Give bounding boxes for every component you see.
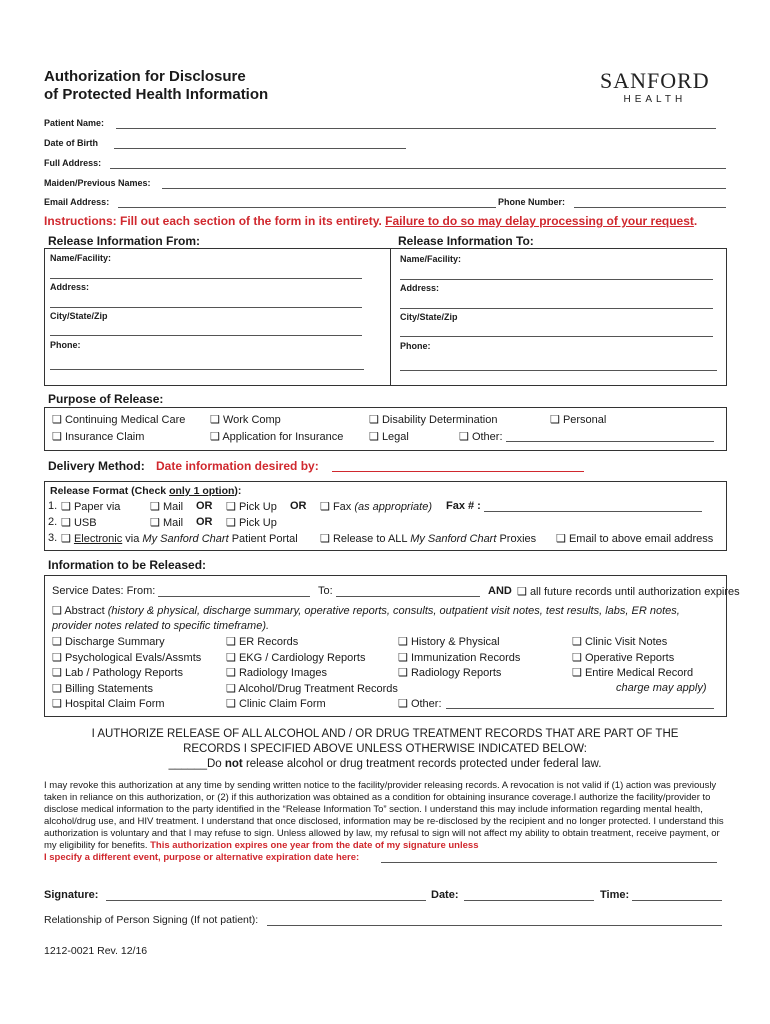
logo-main-text: SANFORD xyxy=(600,68,710,93)
dob-label: Date of Birth xyxy=(44,138,98,148)
email-field[interactable] xyxy=(118,207,496,208)
phone-number-field[interactable] xyxy=(574,207,726,208)
checkbox-icon: ❑ xyxy=(52,652,62,664)
checkbox-icon: ❑ xyxy=(320,501,330,513)
and-label: AND xyxy=(488,585,512,597)
format-usb-mail-checkbox[interactable]: ❑ Mail xyxy=(150,517,184,529)
relationship-label: Relationship of Person Signing (If not patient): xyxy=(44,914,259,926)
format-row-2-number: 2. xyxy=(48,516,58,528)
time-label: Time: xyxy=(600,889,630,901)
checkbox-icon: ❑ xyxy=(572,667,582,679)
instructions-period: . xyxy=(693,214,698,228)
history-physical-checkbox[interactable]: ❑ History & Physical xyxy=(398,636,500,648)
maiden-names-label: Maiden/Previous Names: xyxy=(44,178,151,188)
format-usb-checkbox[interactable]: ❑ USB xyxy=(61,517,97,529)
checkbox-icon: ❑ xyxy=(517,586,527,598)
sanford-health-logo xyxy=(600,70,710,105)
email-label: Email Address: xyxy=(44,197,110,207)
to-phone-label: Phone: xyxy=(400,341,431,351)
checkbox-icon: ❑ xyxy=(226,652,236,664)
to-name-facility-field[interactable] xyxy=(400,279,713,280)
or-label: OR xyxy=(290,500,307,512)
from-city-state-zip-label: City/State/Zip xyxy=(50,311,108,321)
checkbox-icon: ❑ xyxy=(398,667,408,679)
do-not-release-option[interactable]: ______Do not release alcohol or drug treatment records protected under federal law. xyxy=(168,758,602,770)
authorize-statement xyxy=(40,727,730,772)
checkbox-icon: ❑ xyxy=(226,698,236,710)
format-fax-checkbox[interactable]: ❑ Fax (as appropriate) xyxy=(320,501,432,513)
format-paper-checkbox[interactable]: ❑ Paper via xyxy=(61,501,121,513)
date-label: Date: xyxy=(431,889,459,901)
release-to-all-proxies-checkbox[interactable]: ❑ Release to ALL My Sanford Chart Proxies xyxy=(320,533,537,545)
checkbox-icon: ❑ xyxy=(61,517,71,529)
full-address-field[interactable] xyxy=(110,168,726,169)
checkbox-icon: ❑ xyxy=(556,533,566,545)
title-line-1: Authorization for Disclosure xyxy=(44,68,246,85)
checkbox-icon: ❑ xyxy=(226,636,236,648)
service-from-label: Service Dates: From: xyxy=(52,585,156,597)
checkbox-icon: ❑ xyxy=(52,414,62,426)
charge-note: charge may apply) xyxy=(616,682,707,694)
radiology-reports-checkbox[interactable]: ❑ Radiology Reports xyxy=(398,667,502,679)
logo-sub-text: HEALTH xyxy=(623,94,687,105)
or-label: OR xyxy=(196,500,213,512)
fax-number-label: Fax # : xyxy=(446,500,481,512)
instructions-warning: Failure to do so may delay processing of your request xyxy=(385,214,694,228)
checkbox-icon: ❑ xyxy=(52,636,62,648)
from-phone-field[interactable] xyxy=(50,369,364,370)
radiology-images-checkbox[interactable]: ❑ Radiology Images xyxy=(226,667,327,679)
expiration-notice: This authorization expires one year from the date of my signature unless xyxy=(150,840,479,851)
format-electronic-checkbox[interactable]: ❑ Electronic via My Sanford Chart Patient Portal xyxy=(61,533,298,545)
release-from-heading: Release Information From: xyxy=(48,234,201,248)
er-records-checkbox[interactable]: ❑ ER Records xyxy=(226,636,299,648)
revocation-paragraph: I may revoke this authorization at any time by sending written notice to the facility/provider releasing records. A revocation is not valid if (1) action was previously taken in reliance on this authorization, or (2) if this authorization was obtained as a condition for obtaining insurance coverage.I authorize the facility/provider to disclose medical information to the party identified in the “Release Information To” section. I understand this may include information regarding mental health, alcohol/drug use, and HIV treatment. I understand that once disclosed, information may be re-disclosed by the recipient and no longer protected. I understand this authorization is voluntary and that I may refuse to sign. Unless allowed by law, my refusal to sign will not affect my ability to obtain treatment, receive payment, or my eligibility for benefits. This authorization expires one year from the date of my signature unless xyxy=(44,780,724,851)
release-info-box xyxy=(44,248,727,386)
purpose-heading: Purpose of Release: xyxy=(48,392,164,406)
format-usb-pickup-checkbox[interactable]: ❑ Pick Up xyxy=(226,517,277,529)
format-row-3-number: 3. xyxy=(48,532,58,544)
checkbox-icon: ❑ xyxy=(459,431,469,443)
discharge-summary-checkbox[interactable]: ❑ Discharge Summary xyxy=(52,636,165,648)
purpose-continuing-care-checkbox[interactable]: ❑ Continuing Medical Care xyxy=(52,414,186,426)
format-row-1-number: 1. xyxy=(48,500,58,512)
signature-field[interactable] xyxy=(106,900,426,901)
abstract-note-line-2: provider notes related to specific timeframe). xyxy=(52,620,270,632)
checkbox-icon: ❑ xyxy=(52,431,62,443)
to-name-facility-label: Name/Facility: xyxy=(400,254,462,264)
purpose-personal-checkbox[interactable]: ❑ Personal xyxy=(550,414,607,426)
checkbox-icon: ❑ xyxy=(369,414,379,426)
signature-label: Signature: xyxy=(44,889,99,901)
checkbox-icon: ❑ xyxy=(150,517,160,529)
service-to-field[interactable] xyxy=(336,596,480,597)
ekg-cardiology-checkbox[interactable]: ❑ EKG / Cardiology Reports xyxy=(226,652,366,664)
checkbox-icon: ❑ xyxy=(52,605,62,617)
format-paper-mail-checkbox[interactable]: ❑ Mail xyxy=(150,501,184,513)
checkbox-icon: ❑ xyxy=(52,698,62,710)
checkbox-icon: ❑ xyxy=(320,533,330,545)
checkbox-icon: ❑ xyxy=(61,501,71,513)
full-address-label: Full Address: xyxy=(44,158,102,168)
delivery-method-label: Delivery Method: xyxy=(48,459,145,473)
date-desired-label: Date information desired by: xyxy=(156,459,319,473)
checkbox-icon: ❑ xyxy=(550,414,560,426)
entire-medical-record-checkbox[interactable]: ❑ Entire Medical Record xyxy=(572,667,694,679)
instructions-part1: Instructions: Fill out each section of the form in its entirety. xyxy=(44,214,386,228)
checkbox-icon: ❑ xyxy=(398,698,408,710)
to-city-state-zip-field[interactable] xyxy=(400,336,713,337)
to-phone-field[interactable] xyxy=(400,370,717,371)
from-phone-label: Phone: xyxy=(50,340,81,350)
checkbox-icon: ❑ xyxy=(369,431,379,443)
checkbox-icon: ❑ xyxy=(226,667,236,679)
purpose-legal-checkbox[interactable]: ❑ Legal xyxy=(369,431,409,443)
checkbox-icon: ❑ xyxy=(52,683,62,695)
operative-reports-checkbox[interactable]: ❑ Operative Reports xyxy=(572,652,675,664)
checkbox-icon: ❑ xyxy=(226,501,236,513)
info-other-checkbox[interactable]: ❑ Other: xyxy=(398,698,442,710)
checkbox-icon: ❑ xyxy=(398,652,408,664)
checkbox-icon: ❑ xyxy=(226,517,236,529)
purpose-other-field[interactable] xyxy=(506,441,714,442)
billing-statements-checkbox[interactable]: ❑ Billing Statements xyxy=(52,683,153,695)
release-format-heading: Release Format (Check only 1 option): xyxy=(50,485,242,497)
authorize-line-2: RECORDS I SPECIFIED ABOVE UNLESS OTHERWISE INDICATED BELOW: xyxy=(183,743,587,755)
checkbox-icon: ❑ xyxy=(226,683,236,695)
psych-evals-checkbox[interactable]: ❑ Psychological Evals/Assmts xyxy=(52,652,202,664)
fax-number-field[interactable] xyxy=(484,511,702,512)
alternative-expiration-field[interactable] xyxy=(381,862,717,863)
clinic-claim-form-checkbox[interactable]: ❑ Clinic Claim Form xyxy=(226,698,326,710)
form-title xyxy=(44,68,268,104)
release-box-divider xyxy=(390,249,391,385)
time-field[interactable] xyxy=(632,900,722,901)
abstract-checkbox[interactable]: ❑ Abstract (history & physical, discharge summary, operative reports, consults, outpatient visit notes, test results, labs, ER notes, xyxy=(52,605,680,617)
lab-pathology-checkbox[interactable]: ❑ Lab / Pathology Reports xyxy=(52,667,183,679)
dob-field[interactable] xyxy=(114,148,406,149)
checkbox-icon: ❑ xyxy=(61,533,71,545)
checkbox-icon: ❑ xyxy=(398,636,408,648)
alcohol-drug-records-checkbox[interactable]: ❑ Alcohol/Drug Treatment Records xyxy=(226,683,398,695)
maiden-names-field[interactable] xyxy=(162,188,726,189)
from-city-state-zip-field[interactable] xyxy=(50,335,362,336)
phone-number-label: Phone Number: xyxy=(498,197,566,207)
instructions xyxy=(44,214,697,228)
service-to-label: To: xyxy=(318,585,333,597)
from-address-label: Address: xyxy=(50,282,90,292)
patient-name-field[interactable] xyxy=(116,128,716,129)
from-name-facility-field[interactable] xyxy=(50,278,362,279)
checkbox-icon: ❑ xyxy=(210,414,220,426)
title-line-2: of Protected Health Information xyxy=(44,86,269,103)
date-field[interactable] xyxy=(464,900,594,901)
to-address-label: Address: xyxy=(400,283,440,293)
relationship-field[interactable] xyxy=(267,925,722,926)
from-address-field[interactable] xyxy=(50,307,362,308)
form-id: 1212-0021 Rev. 12/16 xyxy=(44,945,148,957)
date-desired-field[interactable] xyxy=(332,471,584,472)
checkbox-icon: ❑ xyxy=(52,667,62,679)
checkbox-icon: ❑ xyxy=(572,636,582,648)
to-address-field[interactable] xyxy=(400,308,713,309)
from-name-facility-label: Name/Facility: xyxy=(50,253,112,263)
clinic-visit-notes-checkbox[interactable]: ❑ Clinic Visit Notes xyxy=(572,636,668,648)
purpose-insurance-claim-checkbox[interactable]: ❑ Insurance Claim xyxy=(52,431,145,443)
info-released-heading: Information to be Released: xyxy=(48,558,207,572)
checkbox-icon: ❑ xyxy=(210,431,220,443)
purpose-application-insurance-checkbox[interactable]: ❑ Application for Insurance xyxy=(210,431,344,443)
checkbox-icon: ❑ xyxy=(572,652,582,664)
alternative-expiration-label: I specify a different event, purpose or alternative expiration date here: xyxy=(44,852,360,863)
patient-name-label: Patient Name: xyxy=(44,118,105,128)
all-future-records-checkbox[interactable]: ❑ all future records until authorization expires xyxy=(517,586,740,598)
purpose-other-checkbox[interactable]: ❑ Other: xyxy=(459,431,503,443)
purpose-disability-checkbox[interactable]: ❑ Disability Determination xyxy=(369,414,498,426)
info-other-field[interactable] xyxy=(446,708,714,709)
to-city-state-zip-label: City/State/Zip xyxy=(400,312,458,322)
service-from-field[interactable] xyxy=(158,596,310,597)
purpose-work-comp-checkbox[interactable]: ❑ Work Comp xyxy=(210,414,281,426)
checkbox-icon: ❑ xyxy=(150,501,160,513)
or-label: OR xyxy=(196,516,213,528)
hospital-claim-form-checkbox[interactable]: ❑ Hospital Claim Form xyxy=(52,698,165,710)
email-above-address-checkbox[interactable]: ❑ Email to above email address xyxy=(556,533,714,545)
release-to-heading: Release Information To: xyxy=(398,234,534,248)
authorize-line-1: I AUTHORIZE RELEASE OF ALL ALCOHOL AND / OR DRUG TREATMENT RECORDS THAT ARE PART OF THE xyxy=(91,728,679,740)
format-paper-pickup-checkbox[interactable]: ❑ Pick Up xyxy=(226,501,277,513)
immunization-records-checkbox[interactable]: ❑ Immunization Records xyxy=(398,652,521,664)
